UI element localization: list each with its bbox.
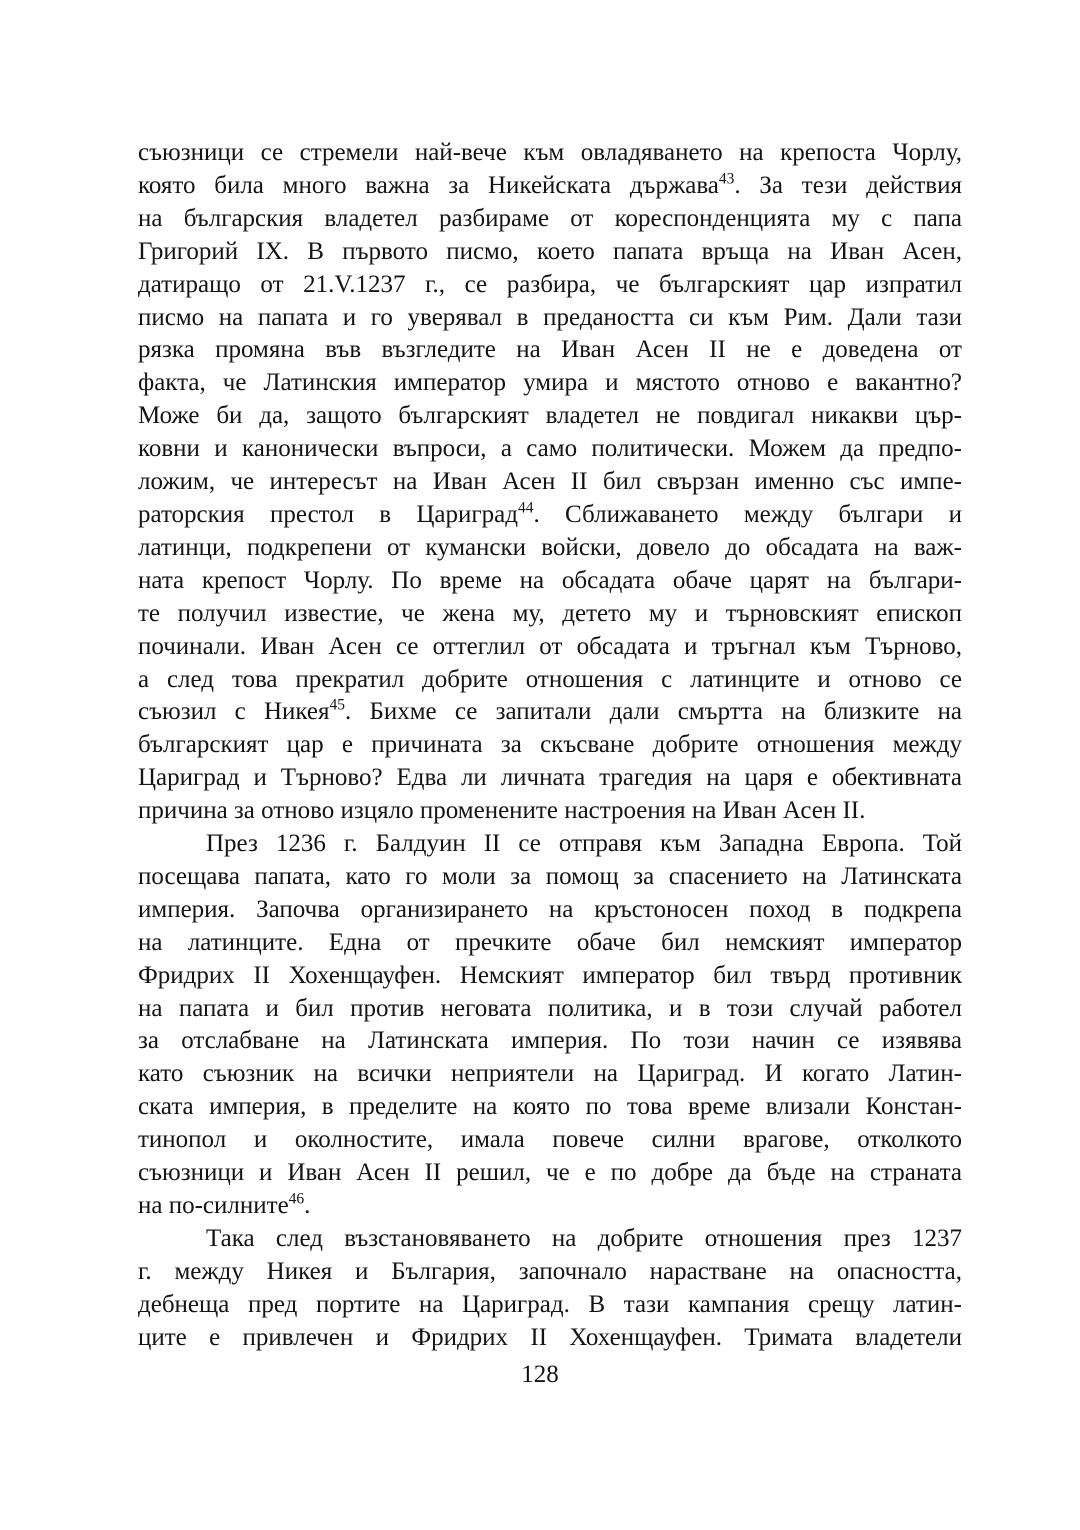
- text-line: Може би да, защото българският владетел не повдигал никакви цър-: [138, 402, 962, 430]
- text-line: дебнеща пред портите на Цариград. В тази кампания срещу латин-: [138, 1290, 962, 1318]
- footnote-ref: 44: [517, 499, 534, 517]
- text-line: на латинците. Една от пречките обаче бил немският император: [138, 928, 962, 956]
- footnote-ref: 43: [718, 170, 735, 188]
- text-line: те получил известие, че жена му, детето му и търновският епископ: [138, 599, 962, 627]
- text-line: като съюзник на всички неприятели на Цариград. И когато Латин-: [138, 1060, 962, 1088]
- text-line: Фридрих II Хохенщауфен. Немският император бил твърд противник: [138, 961, 962, 989]
- text-line: на българския владетел разбираме от кореспонденцията му с папа: [138, 204, 962, 232]
- text-line: г. между Никея и България, започнало нарастване на опасността,: [138, 1257, 962, 1285]
- text-line: рязка промяна във възгледите на Иван Асен II не е доведена от: [138, 336, 962, 364]
- page-number: 128: [521, 1361, 559, 1388]
- text-line: на по-силните$^{46}$.: [138, 1190, 311, 1219]
- paragraph: [138, 828, 962, 1223]
- text-line: раторския престол в Цариград$^{44}$. Сближаването между българи и: [138, 499, 962, 528]
- footnote-ref: 46: [288, 1190, 305, 1208]
- text-line: ложим, че интересът на Иван Асен II бил свързан именно със импе-: [138, 468, 962, 496]
- text-line: писмо на папата и го уверявал в предаността си към Рим. Дали тази: [138, 303, 962, 331]
- text-line: починали. Иван Асен се оттеглил от обсадата и тръгнал към Търново,: [138, 632, 962, 660]
- text-block: [138, 137, 962, 1355]
- text-line: ковни и канонически въпроси, а само политически. Можем да предпо-: [138, 435, 962, 463]
- text-line: съюзници и Иван Асен II решил, че е по добре да бъде на страната: [138, 1159, 962, 1187]
- text-line: за отслабване на Латинската империя. По този начин се изявява: [138, 1027, 962, 1055]
- text-line: факта, че Латинския император умира и мястото отново е вакантно?: [138, 369, 962, 397]
- footnote-ref: 45: [329, 697, 346, 715]
- text-line: съюзници се стремели най-вече към овладяването на крепоста Чорлу,: [138, 139, 962, 166]
- paragraph: [138, 137, 962, 828]
- paragraph: [138, 1223, 962, 1355]
- text-line: посещава папата, като го моли за помощ за спасението на Латинската: [138, 862, 962, 890]
- text-line: причина за отново изцяло променените настроения на Иван Асен II.: [138, 797, 866, 825]
- text-line: която била много важна за Никейската държава$^{43}$. За тези действия: [138, 170, 962, 199]
- text-line: датиращо от 21.V.1237 г., се разбира, че българският цар изпратил: [138, 270, 962, 298]
- text-line: на папата и бил против неговата политика, и в този случай работел: [138, 994, 962, 1022]
- text-line: българският цар е причината за скъсване добрите отношения между: [138, 731, 962, 759]
- text-line: ската империя, в пределите на която по това време влизали Констан-: [138, 1093, 962, 1121]
- text-line: ците е привлечен и Фридрих II Хохенщауфен. Тримата владетели: [138, 1323, 962, 1351]
- text-line: Цариград и Търново? Едва ли личната трагедия на царя е обективната: [138, 764, 962, 792]
- text-line: ната крепост Чорлу. По време на обсадата обаче царят на българи-: [138, 566, 962, 594]
- text-line: През 1236 г. Балдуин II се отправя към Западна Европа. Той: [206, 830, 962, 858]
- text-line: Така след възстановяването на добрите отношения през 1237: [206, 1224, 962, 1252]
- text-line: латинци, подкрепени от кумански войски, довело до обсадата на важ-: [138, 533, 962, 561]
- text-line: а след това прекратил добрите отношения с латинците и отново се: [138, 665, 962, 693]
- text-line: съюзил с Никея$^{45}$. Бихме се запитали дали смъртта на близките на: [138, 697, 962, 726]
- text-line: тинопол и околностите, имала повече силни врагове, отколкото: [138, 1126, 962, 1154]
- text-line: империя. Започва организирането на кръстоносен поход в подкрепа: [138, 895, 962, 923]
- text-line: Григорий IX. В първото писмо, което папата връща на Иван Асен,: [138, 237, 962, 265]
